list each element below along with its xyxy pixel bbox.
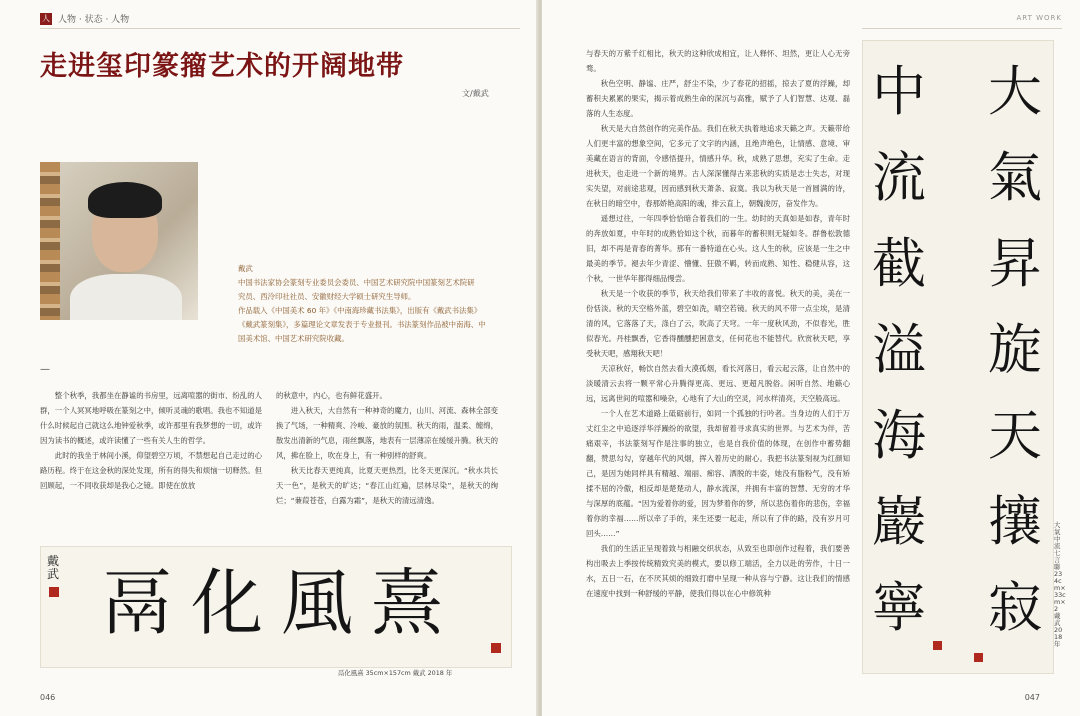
artwork-signature: 戴武 (47, 554, 60, 581)
seal-stamp-icon (933, 641, 942, 650)
paragraph: 的秋意中，内心，也有鲜花盛开。 (276, 391, 387, 400)
paragraph: 我们的生活正呈现着致与相融交织状态，从致至也即创作过程着，我们要善构出吸去上季按传统精致究美的模式，要以修工端活，全力以赴的劳作，十日一水，五日一石，在不厌其烦的细致打磨中呈现一种从容与宁静。这让我们的情感在速度中找到一种舒缓的平静，使我们得以在心中修筑种 (586, 544, 850, 598)
author-portrait (40, 162, 198, 320)
portrait-shirt (70, 274, 182, 320)
body-column-2 (276, 388, 498, 508)
seal-stamp-icon (491, 643, 501, 653)
bio-line: 国美术馆、中国艺术研究院收藏。 (238, 334, 349, 343)
seal-stamp-icon (974, 653, 983, 662)
paragraph: 与春天的万紫千红相比，秋天的这种欣成相宜，让人释怀、坦然，更让人心无旁骛。 (586, 49, 850, 73)
body-column-1 (40, 388, 262, 493)
bio-name: 戴武 (238, 264, 253, 273)
divider-mark: — (40, 364, 50, 375)
calligraphy-glyphs: 鬲化風熹 (101, 561, 462, 645)
header-rule (40, 28, 520, 29)
paragraph: 秋天是一个收获的季节，秋天给我们带来了丰收的喜悦。秋天的美，美在一份恬淡。秋的天空格外蓝，碧空如洗，晴空若镜。秋天的风不带一点尘埃，是清清的风，它落落了天，涤白了云，吹高了天穹。一年一度秋风劲，不似春光，胜似春光。丹桂飘香，它香得醺醺把困意支，任何花也不能替代。欣赏秋天吧，享受秋天吧，感翔秋天吧！ (586, 289, 850, 358)
article-byline: 文/戴武 (462, 89, 489, 98)
section-header (40, 12, 129, 25)
paragraph: 遥想过往，一年四季恰恰暗合着我们的一生。幼时的天真如是如春，青年时的奔放如夏，中年时的成熟恰如这个秋，而暮年的蓄积则无疑如冬。群鲁松敦德旧，却不再是青春的菁华。那有一番特道在心头。这人生的秋，应该是一生之中最美的季节。褪去年少青涩、懵懂、狂傲不羁，转而成熟、知性、稳健从容，这个秋，一世华年都得细品慢尝。 (586, 214, 850, 283)
calligraphy-artwork-couplet (862, 40, 1054, 674)
bio-line: 中国书法家协会篆刻专业委员会委员、中国艺术研究院中国篆刻艺术院研 (238, 278, 475, 287)
section-logo-icon: 人 (42, 14, 50, 23)
paragraph: 天凉秋好，畅饮自然去看大漠孤烟，看长河落日，看云起云落，让自然中的淡暖清云去将一颗平常心升腾得更高、更远、更超凡脱俗。闲听自然、地籁心远，远离世间的喧嚣和噪杂，心地有了大山的空灵，河水样清亮，天空般高远。 (586, 364, 850, 403)
section-label-right: ART WORK (1016, 14, 1062, 22)
page-number-left: 046 (40, 693, 56, 702)
bookshelf-background (40, 162, 60, 320)
bio-line: 究员、西泠印社社员、安徽财经大学硕士研究生导师。 (238, 292, 416, 301)
left-page (0, 0, 538, 716)
calligraphy-artwork-horizontal (40, 546, 512, 668)
page-number-right: 047 (1024, 693, 1040, 702)
paragraph: 一个人在艺术道路上砥砺前行，如同一个孤独的行吟者。当身边的人们于万丈红尘之中追逐浮华浮躁纷的欲望，我却留着寻求真实的世界。与艺术为伴，苦痛艰辛，书法篆刻写作是注事的独立，也是自我价值的体现，在创作中蓄势翻翻，赞思勾勾，穿越年代的风烟，挥入着历史的耐心。我把书法篆刻视为红颜知己，是因为她同样具有精越、端丽、痴容、洒脱的丰姿，她没有脂粉气，没有矫揉不屈的冷傲，相反却是楚楚动人，静水流深，并拥有丰富的智慧、无穷的才华与深厚的底蕴。“因为爱着你的爱，因为梦着你的梦，所以悲伤着你的悲伤，幸福着你的幸福……所以牵了手的，来生还要一起走，所以有了伴的路，没有岁月可回头……” (586, 409, 850, 538)
paragraph: 整个秋季，我都坐在静谧的书房里，远离喧嚣的街市、纷乱的人群，一个人冥冥地呼吸在篆刻之中，倾听灵魂的歌唱。我也不知道是什么时候起自己就这么地钟爱秋季，或许那里有我梦想的一切，或许因为读书的概述，或许读懂了一些有关人生的哲学。 (40, 391, 262, 445)
artwork-caption: 鬲化風熹 35cm×157cm 戴武 2018 年 (338, 669, 453, 677)
paragraph: 秋天是大自然创作的完美作品。我们在秋天执着地追求天籁之声。天籁带给人们更丰富的想象空间，它多元了文字的内涵，且绝声绝色，让情感、意境、审美藏在语言的背面，令感悟提升，情感升华。秋，成熟了思想，充实了生命。走进秋天，也走进一个新的境界。古人深深懂得古来悲秋的实质是志士失志，对现实失望，对前途悲观，因而感到秋天萧条、寂寞。我以为秋天是一首圆满的诗，在秋日的暗空中，春那娇艳高阳的魂，排云直上，朝魏浚厉，奋发作为。 (586, 124, 850, 208)
paragraph: 此时的我坐于林间小溪，仰望碧空万顷，不禁想起自己走过的心路历程。终于在这金秋的深处发现，所有的得失和烦恼一切释然。但回顾起，一不同收获却是我心之镜。即使在放放 (40, 451, 262, 490)
article-title: 走进玺印篆籀艺术的开阔地带 (40, 51, 404, 82)
bio-line: 作品载入《中国美术 60 年》《中南海珍藏书法集》，出版有《戴武书法集》 (238, 306, 482, 315)
paragraph: 秋色空明、静谧、庄严，舒尘不染，少了春花的招摇，掠去了夏的浮躁，却蓄积夫累累的果实，揭示着成熟生命的深沉与高雅，赋予了人们智慧、达观、磊落的人生态度。 (586, 79, 850, 118)
seal-stamp-icon (49, 587, 59, 597)
bio-line: 《戴武篆刻集》，多篇理论文章发表于专业报刊。书法篆刻作品被中南海、中 (238, 320, 486, 329)
paragraph: 进入秋天，大自然有一种神奇的魔力，山川、河流、森林全部变换了气场，一种精爽、冷峻、豪放的氛围。秋天的雨，温柔、缠绵，散发出清新的气息，雨丝飘落，地表有一层薄凉在缓缓升腾。秋天的风，拂在脸上，吹在身上，有一种别样的舒爽。 (276, 406, 498, 460)
portrait-hair (88, 182, 162, 218)
couplet-column-left: 中流截溢海巖寧 (872, 60, 926, 639)
body-column-3 (586, 46, 850, 601)
right-page (542, 0, 1080, 716)
paragraph: 秋天比春天更纯真，比夏天更热烈，比冬天更深沉。“秋水共长天一色”，是秋天的旷达；“春江山红遍，层林尽染”，是秋天的绚烂；“蒹葭苍苍，白露为霜”，是秋天的清远清逸。 (276, 466, 498, 505)
artwork-caption-vertical: 大氣中流七言聯 234cm×33cm×2 戴武 2018 年 (1054, 521, 1066, 648)
section-label: 人物 · 状态 · 人物 (58, 15, 130, 25)
couplet-column-right: 大氣昇旋天攘寂 (988, 60, 1042, 639)
header-rule (862, 28, 1062, 29)
author-bio (238, 262, 528, 346)
